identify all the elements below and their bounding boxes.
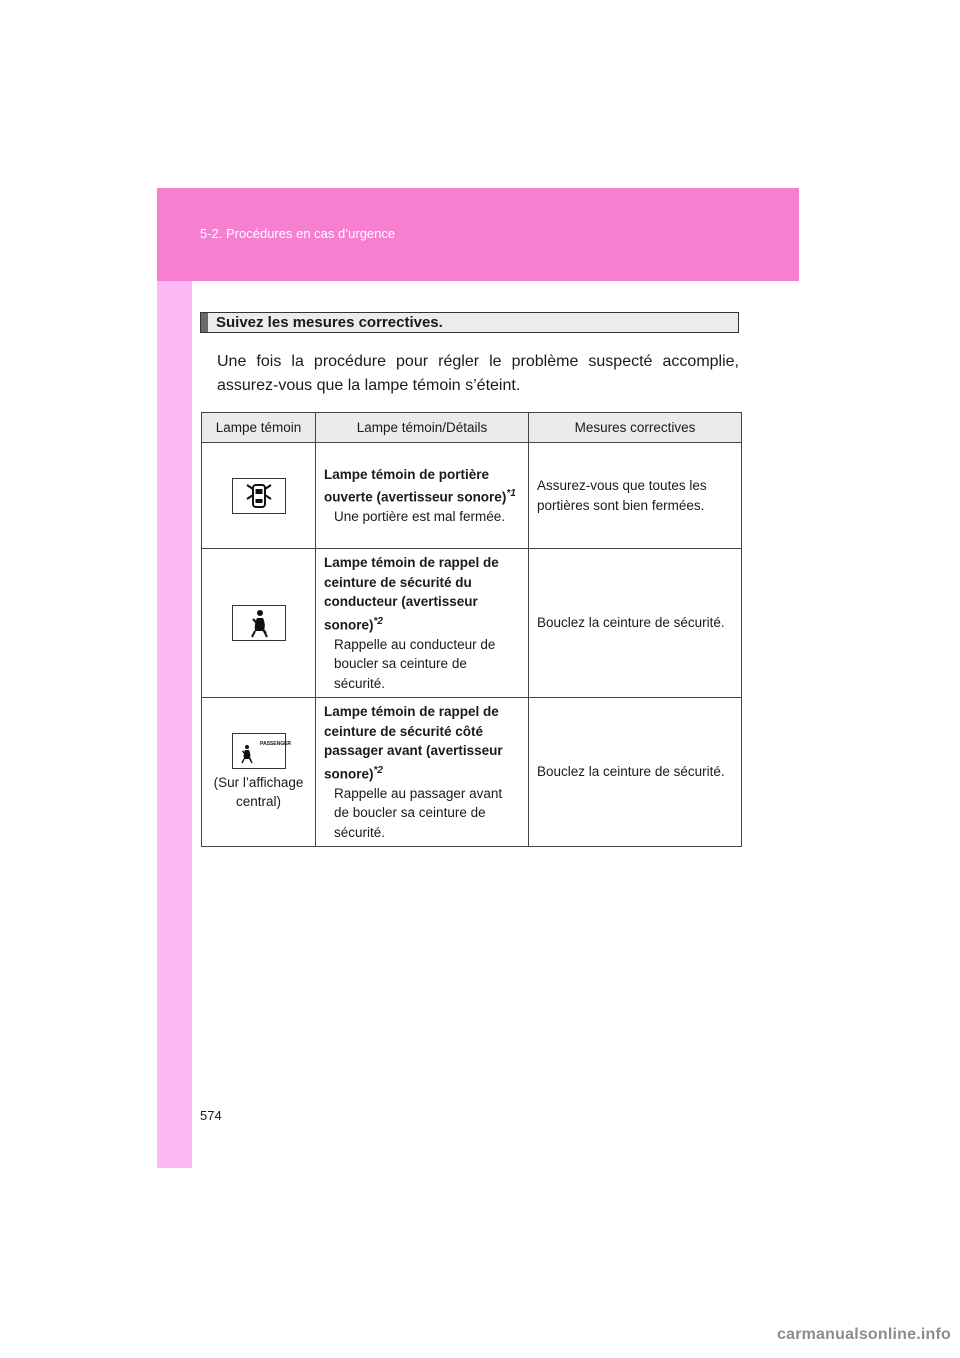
- lamp-description: Rappelle au conducteur de boucler sa ceinture de sécurité.: [334, 636, 496, 691]
- detail-cell: [316, 698, 529, 847]
- action-cell: Bouclez la ceinture de sécurité.: [529, 549, 742, 698]
- door-open-icon: [232, 478, 286, 514]
- lamp-cell: [202, 549, 316, 698]
- passenger-seatbelt-icon: [232, 733, 291, 769]
- column-header-actions: Mesures correctives: [529, 413, 742, 443]
- detail-cell: [316, 443, 529, 549]
- seatbelt-icon: [232, 605, 286, 641]
- footnote-marker: *1: [506, 488, 516, 499]
- table-row: [202, 698, 742, 847]
- warning-lamp-table: [201, 412, 742, 847]
- heading-accent: [201, 313, 208, 332]
- passenger-icon-label: PASSENGER: [259, 741, 291, 747]
- table-header-row: [202, 413, 742, 443]
- lamp-description: Rappelle au passager avant de boucler sa ceinture de sécurité.: [334, 785, 503, 840]
- chapter-side-tab: [157, 188, 192, 1168]
- intro-paragraph: Une fois la procédure pour régler le problème suspecté accomplie, assurez-vous que la lampe témoin s’éteint.: [217, 353, 739, 394]
- page-number: 574: [200, 1108, 222, 1123]
- lamp-title: Lampe témoin de rappel de ceinture de sécurité côté passager avant (avertisseur sonore)$^{*2}$: [324, 704, 503, 781]
- section-heading: [200, 312, 739, 333]
- detail-cell: [316, 549, 529, 698]
- table-row: [202, 549, 742, 698]
- column-header-details: Lampe témoin/Détails: [316, 413, 529, 443]
- lamp-caption: (Sur l’affichage central): [213, 775, 304, 809]
- lamp-cell: [202, 443, 316, 549]
- table-row: [202, 443, 742, 549]
- lamp-cell: [202, 698, 316, 847]
- action-cell: Bouclez la ceinture de sécurité.: [529, 698, 742, 847]
- footnote-marker: *2: [373, 615, 383, 627]
- lamp-title: Lampe témoin de rappel de ceinture de sécurité du conducteur (avertisseur sonore)$^{*2}$: [324, 555, 499, 632]
- watermark: carmanualsonline.info: [777, 1326, 952, 1343]
- column-header-lamp: Lampe témoin: [202, 413, 316, 443]
- heading-text: Suivez les mesures correctives.: [216, 314, 443, 331]
- action-cell: Assurez-vous que toutes les portières sont bien fermées.: [529, 443, 742, 549]
- section-label: 5-2. Procédures en cas d’urgence: [200, 226, 396, 241]
- lamp-description: Une portière est mal fermée.: [334, 509, 506, 524]
- footnote-marker: *2: [373, 764, 383, 776]
- lamp-title: Lampe témoin de portière ouverte (avertisseur sonore)$^{*1}$: [324, 466, 516, 505]
